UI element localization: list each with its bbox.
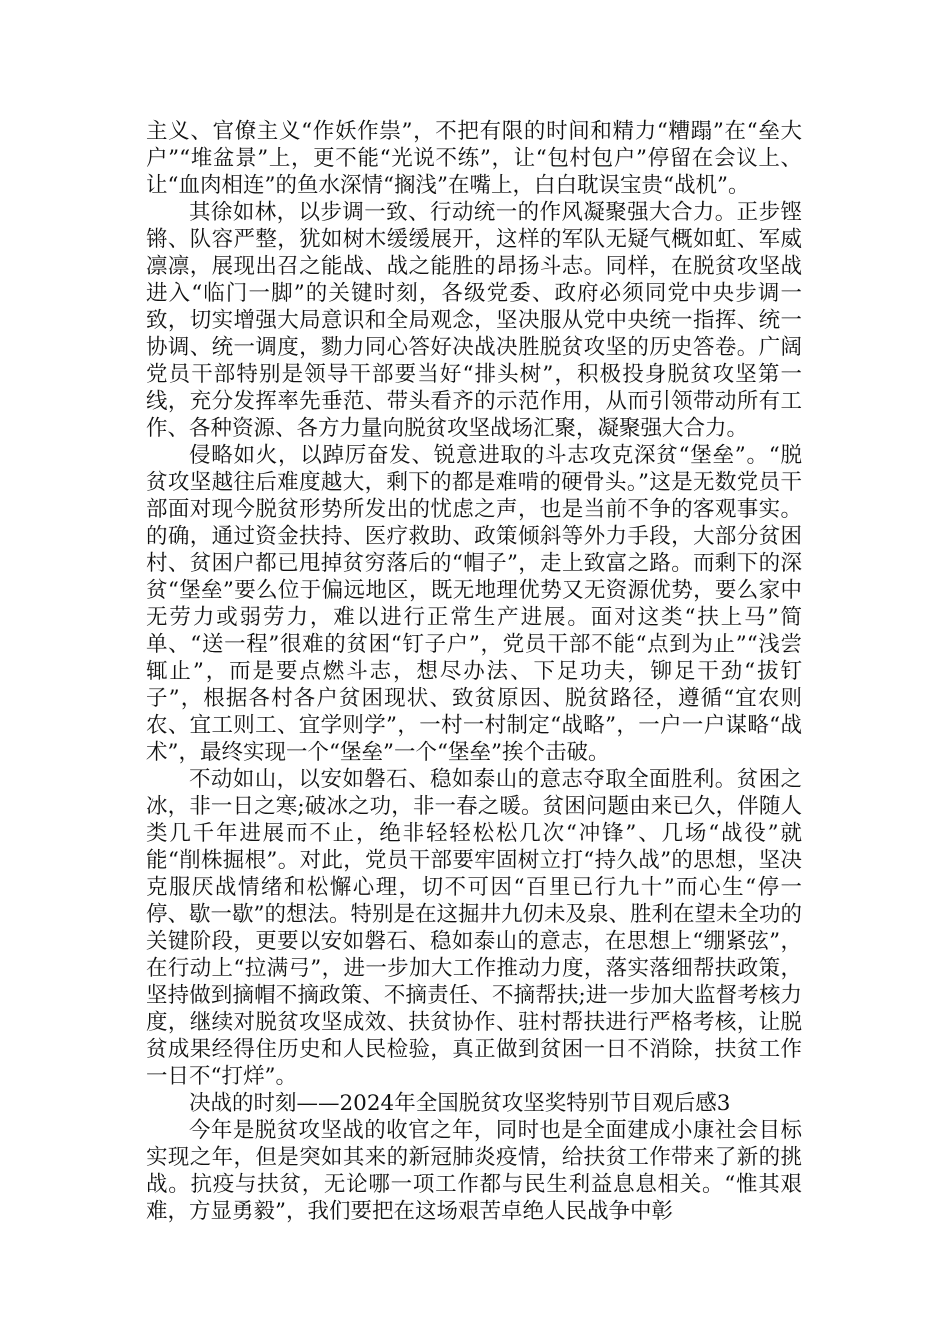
document-page <box>146 118 802 1225</box>
paragraph-essay-3-intro: 今年是脱贫攻坚战的收官之年，同时也是全面建成小康社会目标实现之年，但是突如其来的新冠肺炎疫情，给扶贫工作带来了新的挑战。抗疫与扶贫，无论哪一项工作都与民生利益息息相关。“惟其艰难，方显勇毅”，我们要把在这场艰苦卓绝人民战争中彰 <box>146 1118 802 1224</box>
section-heading: 决战的时刻——2024年全国脱贫攻坚奖特别节目观后感3 <box>189 1091 731 1116</box>
paragraph-bu-dong-ru-shan: 不动如山，以安如磐石、稳如泰山的意志夺取全面胜利。贫困之冰，非一日之寒;破冰之功，非一春之暖。贫困问题由来已久，伴随人类几千年进展而不止，绝非轻轻松松几次“冲锋”、几场“战役”就能“削株掘根”。对此，党员干部要牢固树立打“持久战”的思想，坚决克服厌战情绪和松懈心理，切不可因“百里已行九十”而心生“停一停、歇一歇”的想法。特别是在这掘井九仞未及泉、胜利在望未全功的关键阶段，更要以安如磐石、稳如泰山的意志，在思想上“绷紧弦”，在行动上“拉满弓”，进一步加大工作推动力度，落实落细帮扶政策，坚持做到摘帽不摘政策、不摘责任、不摘帮扶;进一步加大监督考核力度，继续对脱贫攻坚成效、扶贫协作、驻村帮扶进行严格考核，让脱贫成果经得住历史和人民检验，真正做到贫困一日不消除，扶贫工作一日不“打烊”。 <box>146 767 803 1089</box>
paragraph-continuation: 主义、官僚主义“作妖作祟”，不把有限的时间和精力“糟蹋”在“垒大户”“堆盆景”上，更不能“光说不练”，让“包村包户”停留在会议上、让“血肉相连”的鱼水深情“搁浅”在嘴上，白白耽误宝贵“战机”。 <box>146 119 802 198</box>
paragraph-qi-xu-ru-lin: 其徐如林，以步调一致、行动统一的作风凝聚强大合力。正步铿锵、队容严整，犹如树木缓缓展开，这样的军队无疑气概如虹、军威凛凛，展现出召之能战、战之能胜的昂扬斗志。同样，在脱贫攻坚战进入“临门一脚”的关键时刻，各级党委、政府必须同党中央步调一致，切实增强大局意识和全局观念，坚决服从党中央统一指挥、统一协调、统一调度，勠力同心答好决战决胜脱贫攻坚的历史答卷。广阔党员干部特别是领导干部要当好“排头树”，积极投身脱贫攻坚第一线，充分发挥率先垂范、带头看齐的示范作用，从而引领带动所有工作、各种资源、各方力量向脱贫攻坚战场汇聚，凝聚强大合力。 <box>146 200 802 441</box>
paragraph-qin-lue-ru-huo: 侵略如火，以踔厉奋发、锐意进取的斗志攻克深贫“堡垒”。“脱贫攻坚越往后难度越大，剩下的都是难啃的硬骨头。”这是无数党员干部面对现今脱贫形势所发出的忧虑之声，也是当前不争的客观事实。的确，通过资金扶持、医疗救助、政策倾斜等外力手段，大部分贫困村、贫困户都已甩掉贫穷落后的“帽子”，走上致富之路。而剩下的深贫“堡垒”要么位于偏远地区，既无地理优势又无资源优势，要么家中无劳力或弱劳力，难以进行正常生产进展。面对这类“扶上马”简单、“送一程”很难的贫困“钉子户”，党员干部不能“点到为止”“浅尝辄止”，而是要点燃斗志，想尽办法、下足功夫，铆足干劲“拔钉子”，根据各村各户贫困现状、致贫原因、脱贫路径，遵循“宜农则农、宜工则工、宜学则学”，一村一村制定“战略”，一户一户谋略“战术”，最终实现一个“堡垒”一个“堡垒”挨个击破。 <box>146 443 802 765</box>
